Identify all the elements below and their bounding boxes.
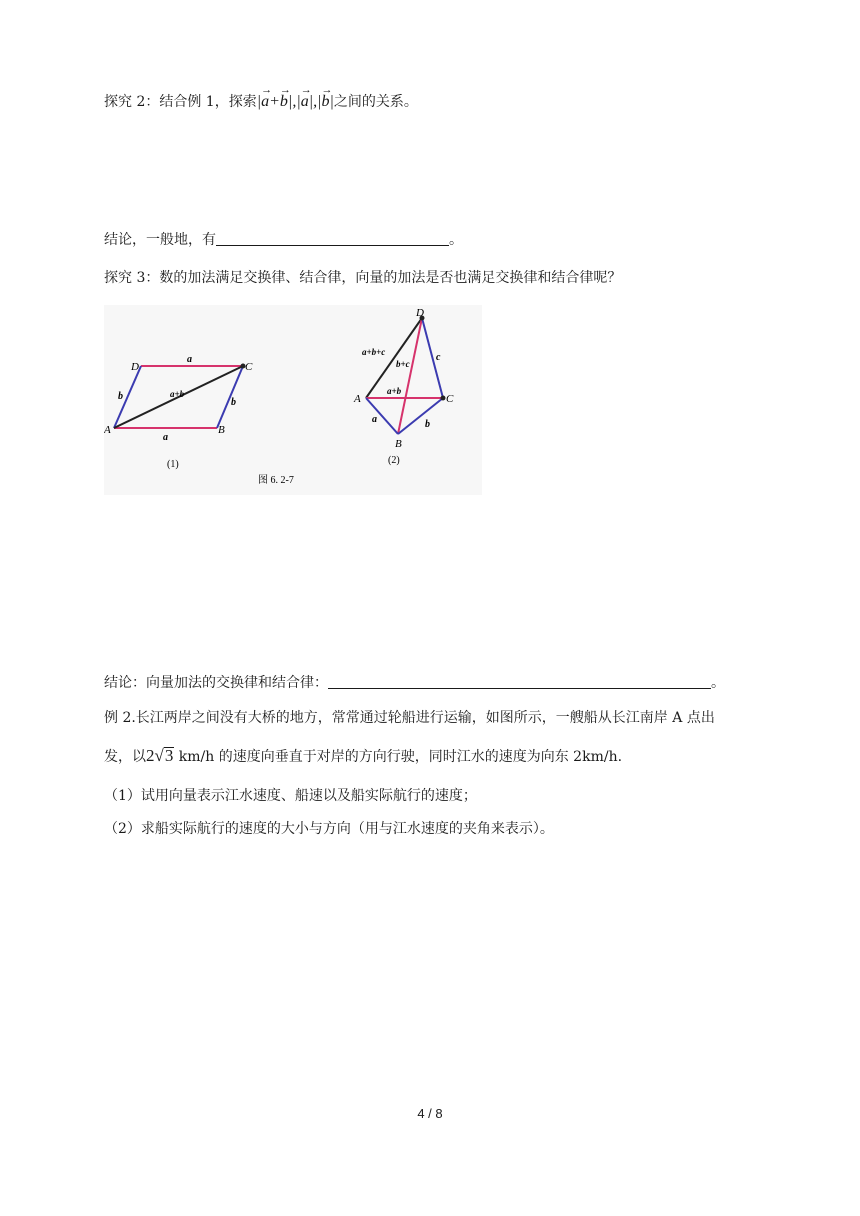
vector-b: → b xyxy=(280,92,288,112)
fig2-point-d: D xyxy=(416,307,424,319)
fig2-label-ad: a+b+c xyxy=(362,347,386,357)
fig2-point-c: C xyxy=(446,393,454,405)
sqrt-sign: √ xyxy=(154,746,164,765)
fig1-label-right: b xyxy=(231,397,236,408)
conclusion2-line xyxy=(104,673,725,693)
fig2-point-a: A xyxy=(354,393,361,405)
conclusion1-suffix: 。 xyxy=(449,232,463,248)
figure-1 xyxy=(104,354,253,470)
figure-2 xyxy=(353,307,454,466)
example2-line2-suffix: km/h 的速度向垂直于对岸的方向行驶，同时江水的速度为向东 2km/h. xyxy=(174,749,623,765)
explore2-suffix: 之间的关系。 xyxy=(333,94,418,110)
fig2-label-bc: b xyxy=(425,419,430,430)
fig1-point-b: B xyxy=(218,424,225,436)
page-number: 4 / 8 xyxy=(417,1106,443,1121)
example2-line2-prefix: 发，以 xyxy=(104,749,146,765)
fig2-label-ac: a+b xyxy=(387,386,402,396)
example2-question-2: （2）求船实际航行的速度的大小与方向（用与江水速度的夹角来表示）。 xyxy=(104,821,554,837)
separator-1: |,| xyxy=(287,93,301,110)
fig2-label-ab: a xyxy=(372,414,377,425)
fig1-point-d: D xyxy=(131,361,139,373)
speed-expression xyxy=(146,746,174,765)
conclusion1-prefix: 结论，一般地，有 xyxy=(104,232,216,248)
edge-ab xyxy=(366,398,398,434)
conclusion2-blank xyxy=(328,674,711,689)
fig1-point-a: A xyxy=(104,424,111,436)
figure-svg xyxy=(104,305,482,495)
vector-magnitude-expression: |→ a+→ b|,|→ a|,|→ b| xyxy=(257,93,334,110)
vector-b-2: → b xyxy=(322,92,330,112)
fig1-label-diagonal: a+b xyxy=(170,389,185,399)
fig1-point-c: C xyxy=(245,361,253,373)
fig2-caption: (2) xyxy=(388,455,400,466)
figure-6-2-7 xyxy=(104,305,482,495)
speed-radicand: 3 xyxy=(164,746,174,765)
closing-bar: | xyxy=(329,93,334,110)
fig1-label-top: a xyxy=(187,354,192,365)
conclusion1-line xyxy=(104,230,463,250)
conclusion2-suffix: 。 xyxy=(711,675,725,691)
explore2-line xyxy=(104,92,418,112)
conclusion2-prefix: 结论：向量加法的交换律和结合律： xyxy=(104,675,328,691)
fig2-label-bd: b+c xyxy=(396,359,410,369)
example2-line1: 例 2.长江两岸之间没有大桥的地方，常常通过轮船进行运输，如图所示，一艘船从长江南岸 A 点出 xyxy=(104,710,715,726)
fig1-label-bottom: a xyxy=(163,432,168,443)
figure-title: 图 6. 2-7 xyxy=(258,475,294,486)
plus-sign: + xyxy=(269,93,280,110)
fig2-point-b: B xyxy=(395,438,402,450)
speed-coefficient: 2 xyxy=(146,746,155,765)
fig1-label-left: b xyxy=(118,391,123,402)
fig1-caption: (1) xyxy=(167,459,179,470)
example2-line2 xyxy=(104,746,622,767)
fig2-label-cd: c xyxy=(436,352,441,363)
explore3-line: 探究 3：数的加法满足交换律、结合律，向量的加法是否也满足交换律和结合律呢？ xyxy=(104,270,622,286)
edge-bc xyxy=(217,366,243,428)
point-c-dot xyxy=(441,396,446,401)
example2-question-1: （1）试用向量表示江水速度、船速以及船实际航行的速度； xyxy=(104,788,477,804)
separator-2: |,| xyxy=(308,93,322,110)
vector-a-2: → a xyxy=(301,92,309,112)
vector-a: → a xyxy=(261,92,269,112)
explore2-prefix: 探究 2：结合例 1，探索 xyxy=(104,94,257,110)
conclusion1-blank xyxy=(216,231,449,246)
